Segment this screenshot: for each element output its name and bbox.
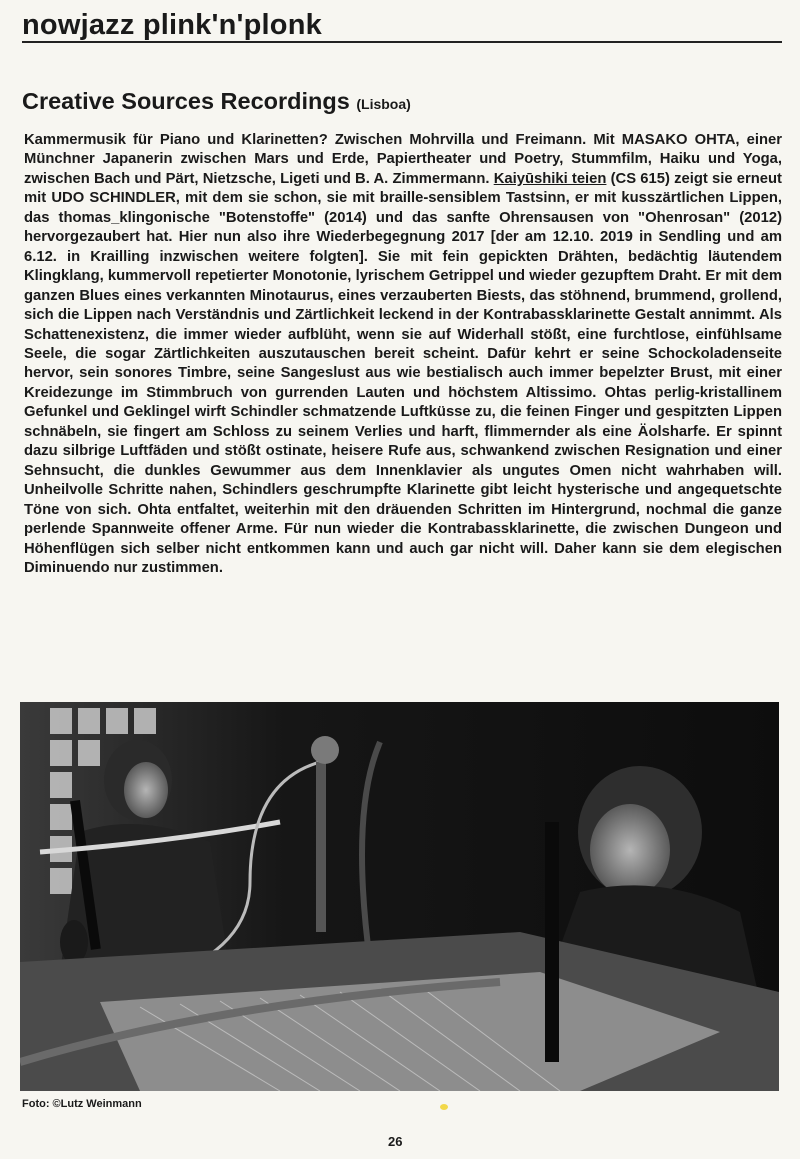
article-review: (CS 615) zeigt sie erneut mit UDO SCHINDLER, mit dem sie schon, sie mit braille-sensiblem Tastsinn, er mit kusszärtlichen Lippen, das thomas_klingonische "Botenstoffe" (2014) und das sanfte Ohrensausen von "Ohenrosan" (2012) hervorgezaubert hat. Hier nun also ihre Wiederbegegnung 2017 [der am 12.10. 2019 in Sendling und am 6.12. in Krailling inzwischen weitere folgten]. Sie mit fein gepickten Drähten, bedächtig läutendem Klingklang, kummervoll repetierter Monotonie, lyrischem Getrippel und wieder gezupftem Draht. Er mit dem ganzen Blues eines verkannten Minotaurus, eines verzauberten Biests, das stöhnend, brummend, grollend, sich die Lippen nach Verständnis und Zärtlichkeit leckend in der Kontrabassklarinette Gestalt annimmt. Als Schattenexistenz, die immer wieder aufblüht, wenn sie auf Widerhall stößt, eine furchtlose, einfühlsame Seele, die sogar Zärtlichkeiten auszutauschen bereit scheint. Dafür kehrt er seine Schockoladenseite hervor, sein sonores Timbre, seine Sangeslust aus wie bestialisch auch immer bepelzter Brust, mit einer Kreidezunge im Stimmbruch von gurrenden Lauten und höchstem Altissimo. Ohtas perlig-kristallinem Gefunkel und Geklingel wirft Schindler schmatzende Luftküsse zu, die feinen Finger und gespitzten Lippen schnäbeln, sie fingert am Schloss zu seinem Verlies und harft, flimmernder als eine Äolsharfe. Er spinnt dazu silbrige Luftfäden und stößt ostinate, heisere Rufe aus, schwankend zwischen Resignation und einer Sehnsucht, die dunkles Gewummer aus dem Innenklavier als ungutes Omen nicht wahrhaben will. Unheilvolle Schritte nahen, Schindlers geschrumpfte Klarinette gibt leicht hysterische und angequetschte Töne von sich. Ohta entfaltet, weiterhin mit den dräuenden Schritten im Hintergrund, nochmal die ganze perlende Spannweite offener Arme. Für nun wieder die Kontrabassklarinette, die zwischen Dungeon und Höhenflügen sich selber nicht entkommen kann und auch gar nicht will. Daher kann sie dem elegischen Diminuendo nur zustimmen. (24, 170, 782, 576)
label-location: (Lisboa) (356, 96, 411, 112)
article-intro: Kammermusik für Piano und Klarinetten? Zwischen Mohrvilla und Freimann. Mit MASAKO OHTA, einer Münchner Japanerin zwischen Mars und Erde, Papiertheater und Poetry, Stummfilm, Haiku und Yoga, zwischen Bach und Pärt, Nietzsche, Ligeti und B. A. Zimmermann. (24, 132, 782, 187)
photo-credit: Foto: ©Lutz Weinmann (22, 1098, 142, 1110)
concert-photo (20, 702, 779, 1091)
album-title-link[interactable]: Kaiyūshiki teien (493, 170, 607, 187)
page-number: 26 (388, 1134, 403, 1149)
magazine-masthead: nowjazz plink'n'plonk (22, 9, 322, 41)
label-name: Creative Sources Recordings (22, 88, 350, 114)
masthead-rule (22, 41, 782, 43)
ink-mark (440, 1104, 448, 1110)
article-headline (22, 86, 782, 119)
concert-photo-illustration (20, 702, 779, 1091)
article-body (24, 131, 782, 578)
